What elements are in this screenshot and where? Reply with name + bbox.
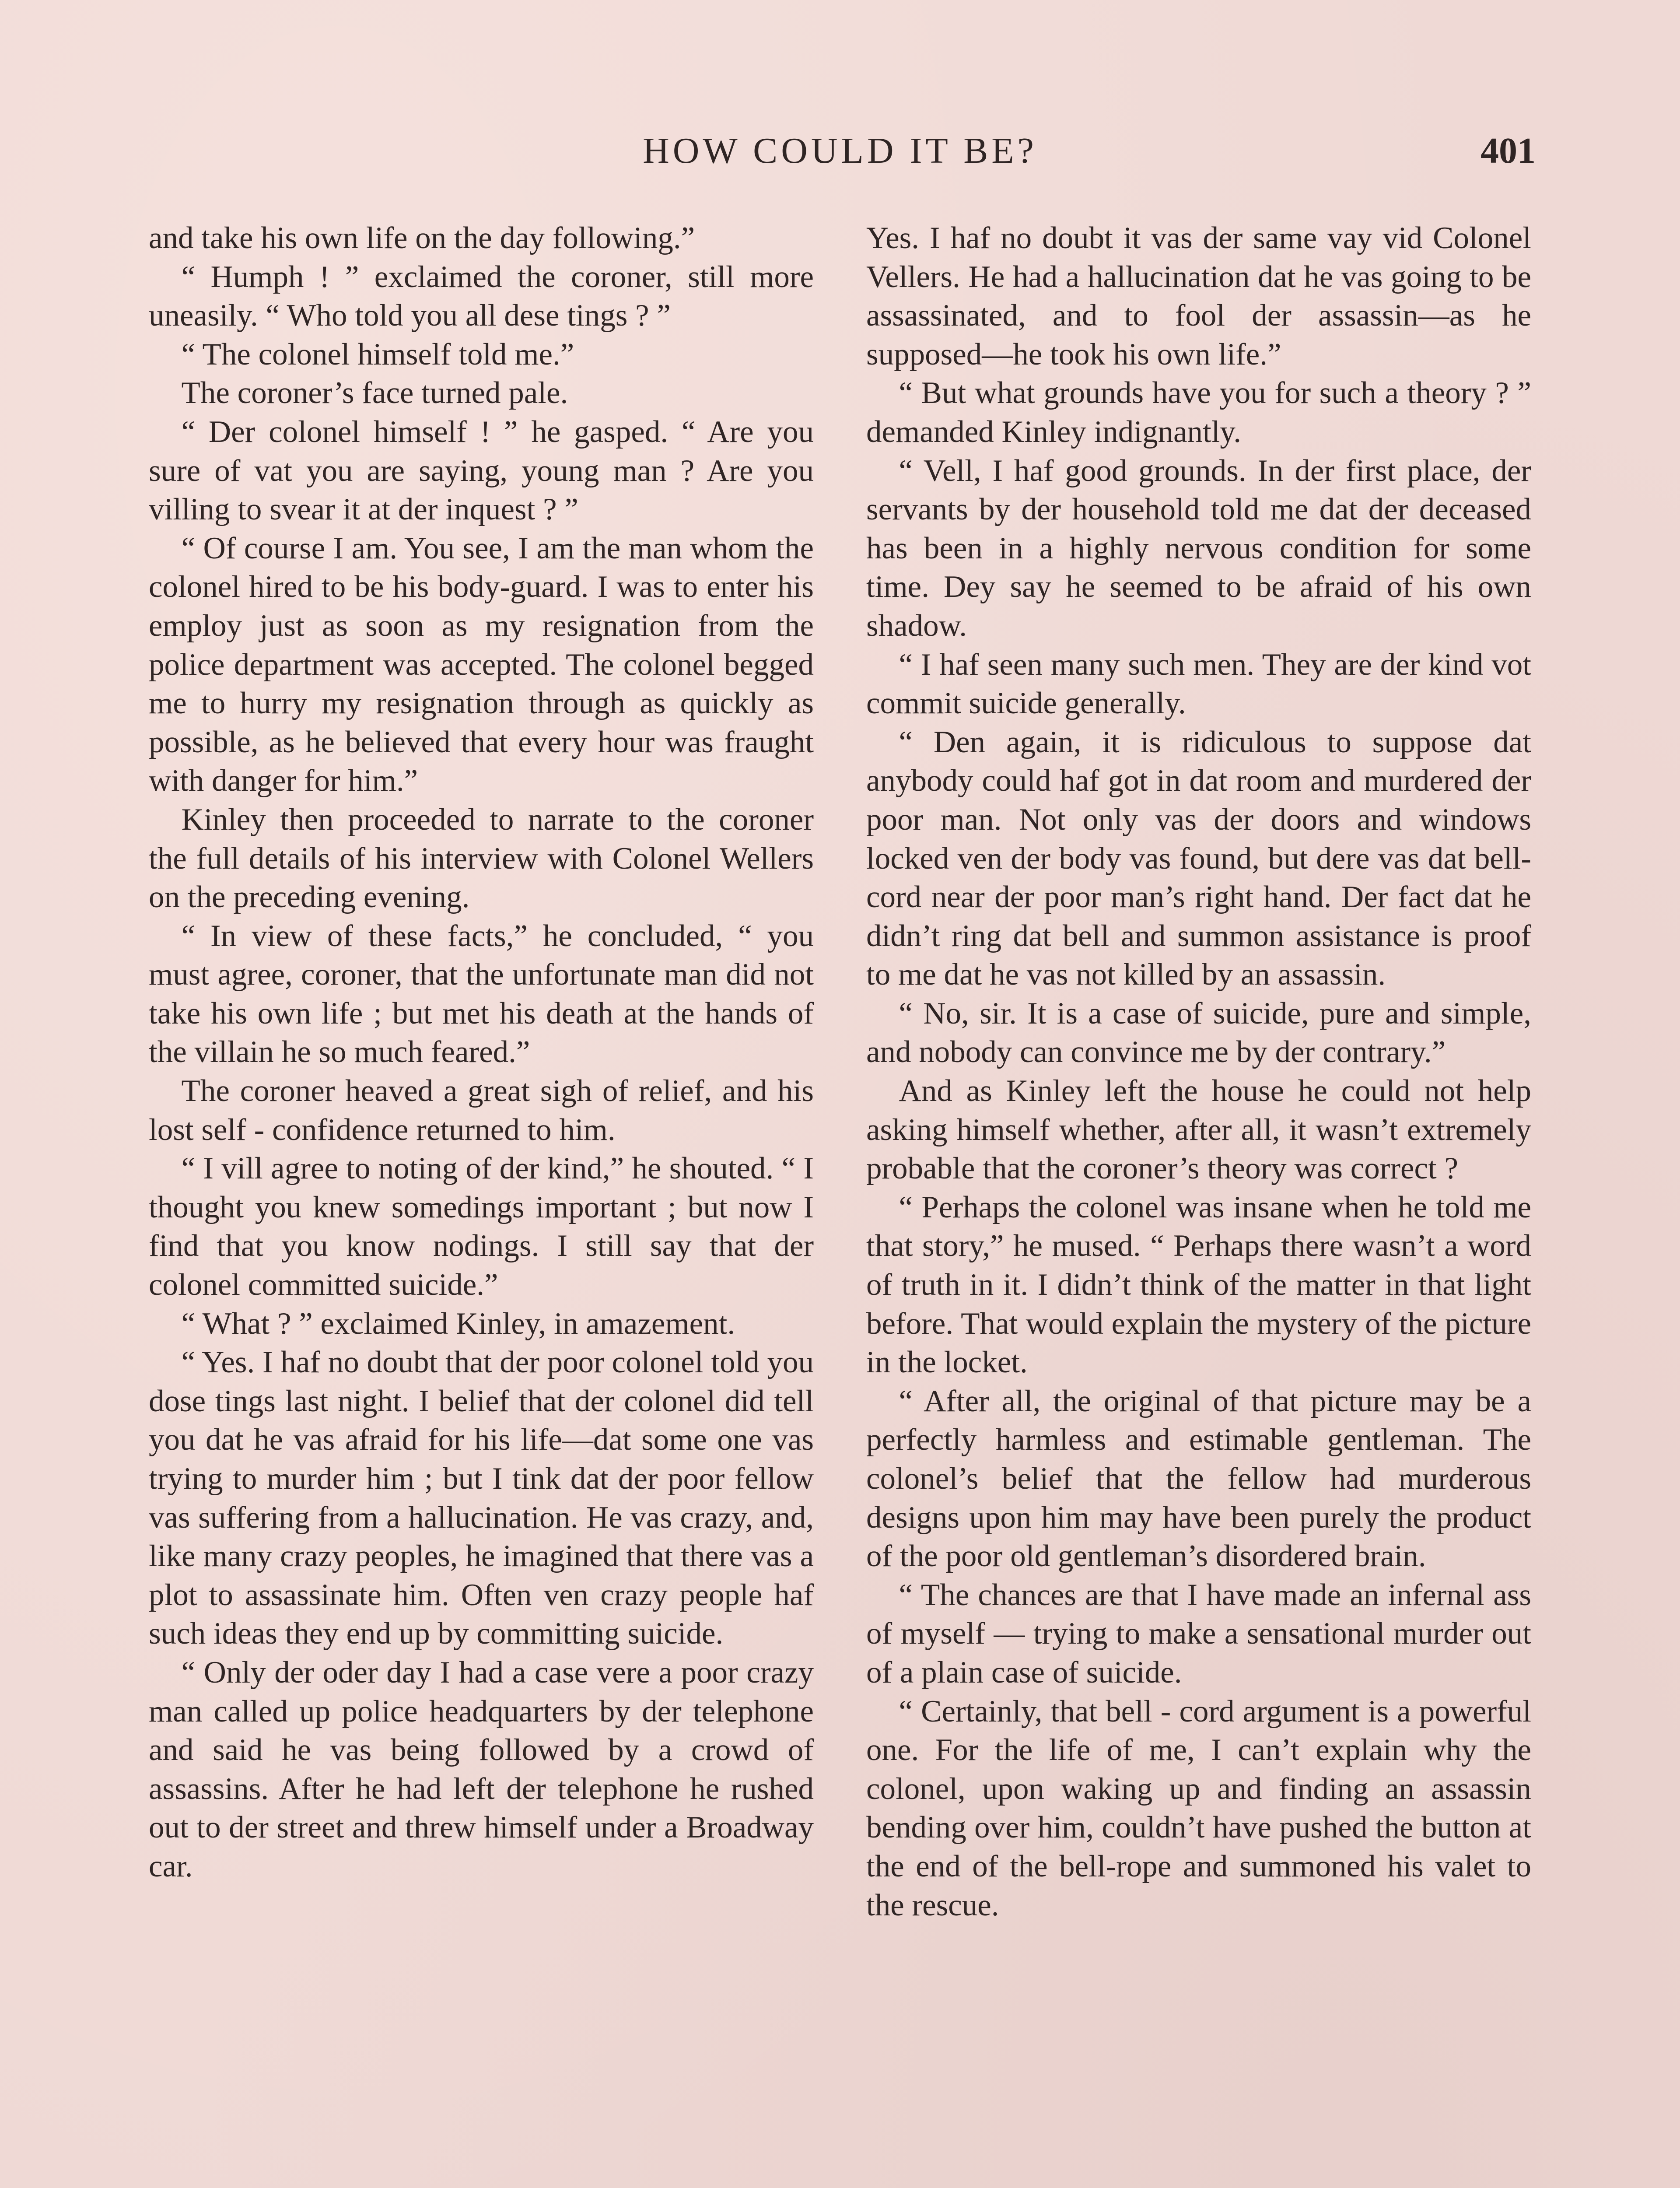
paragraph: Kinley then proceeded to narrate to the coroner the full details of his interview with Colonel Wellers on the preceding evening. (149, 802, 814, 915)
paragraph: “ After all, the original of that picture may be a perfectly harmless and estimable gentleman. The colonel’s belief that the fellow had murderous designs upon him may have been purely the product of the poor old gentleman’s disordered brain. (866, 1384, 1531, 1574)
paragraph: “ I vill agree to noting of der kind,” he shouted. “ I thought you knew somedings important ; but now I find that you know nodings. I still say that der colonel committed suicide.” (149, 1151, 814, 1302)
running-head (144, 127, 1536, 175)
paragraph: The coroner heaved a great sigh of relief, and his lost self - confidence returned to him. (149, 1074, 814, 1147)
paragraph: “ Humph ! ” exclaimed the coroner, still more uneasily. “ Who told you all dese tings ? ” (149, 259, 814, 333)
left-column (149, 219, 814, 2188)
paragraph: “ Vell, I haf good grounds. In der first place, der servants by der household told me dat der deceased has been in a highly nervous condition for some time. Dey say he seemed to be afraid of his own shadow. (866, 453, 1531, 643)
running-title: HOW COULD IT BE? (643, 130, 1037, 171)
text-columns (149, 219, 1531, 2188)
paragraph: And as Kinley left the house he could not help asking himself whether, after all, it wasn’t extremely probable that the coroner’s theory was correct ? (866, 1074, 1531, 1186)
page-number: 401 (1480, 130, 1536, 171)
paragraph: “ In view of these facts,” he concluded, “ you must agree, coroner, that the unfortunate man did not take his own life ; but met his death at the hands of the villain he so much feared.” (149, 919, 814, 1069)
paragraph: “ Den again, it is ridiculous to suppose dat anybody could haf got in dat room and murdered der poor man. Not only vas der doors and windows locked ven der body vas found, but dere vas dat bell-cord near der poor man’s right hand. Der fact dat he didn’t ring dat bell and summon assistance is proof to me dat he vas not killed by an assassin. (866, 725, 1531, 992)
paragraph: “ Of course I am. You see, I am the man whom the colonel hired to be his body-guard. I was to enter his employ just as soon as my resignation from the police department was accepted. The colonel begged me to hurry my resignation through as quickly as possible, as he believed that every hour was fraught with danger for him.” (149, 531, 814, 798)
paragraph: “ No, sir. It is a case of suicide, pure and simple, and nobody can convince me by der contrary.” (866, 996, 1531, 1069)
paragraph: “ The colonel himself told me.” (181, 337, 574, 372)
right-column (866, 219, 1531, 2188)
paragraph: “ The chances are that I have made an infernal ass of myself — trying to make a sensational murder out of a plain case of suicide. (866, 1578, 1531, 1690)
paragraph: “ Perhaps the colonel was insane when he told me that story,” he mused. “ Perhaps there wasn’t a word of truth in it. I didn’t think of the matter in that light before. That would explain the mystery of the picture in the locket. (866, 1190, 1531, 1380)
paragraph: “ Yes. I haf no doubt that der poor colonel told you dose tings last night. I belief that der colonel did tell you dat he vas afraid for his life—dat some one vas trying to murder him ; but I tink dat der poor fellow vas suffering from a hallucination. He vas crazy, and, like many crazy peoples, he imagined that there vas a plot to assassinate him. Often ven crazy people haf such ideas they end up by committing suicide. (149, 1345, 814, 1651)
paragraph: “ Certainly, that bell - cord argument is a powerful one. For the life of me, I can’t explain why the colonel, upon waking up and finding an assassin bending over him, couldn’t have pushed the button at the end of the bell-rope and summoned his valet to the rescue. (866, 1694, 1531, 1922)
paragraph: “ Der colonel himself ! ” he gasped. “ Are you sure of vat you are saying, young man ? Are you villing to svear it at der inquest ? ” (149, 414, 814, 527)
paragraph: “ What ? ” exclaimed Kinley, in amazement. (181, 1306, 735, 1341)
paragraph: “ I haf seen many such men. They are der kind vot commit suicide generally. (866, 647, 1531, 721)
paragraph: and take his own life on the day following.” (149, 221, 695, 255)
paragraph: Yes. I haf no doubt it vas der same vay vid Colonel Vellers. He had a hallucination dat he vas going to be assassinated, and to fool der assassin—as he supposed—he took his own life.” (866, 221, 1531, 372)
paragraph: “ Only der oder day I had a case vere a poor crazy man called up police headquarters by der telephone and said he vas being followed by a crowd of assassins. After he had left der telephone he rushed out to der street and threw himself under a Broadway car. (149, 1655, 814, 1883)
paragraph: “ But what grounds have you for such a theory ? ” demanded Kinley indignantly. (866, 376, 1531, 449)
paragraph: The coroner’s face turned pale. (181, 376, 568, 410)
